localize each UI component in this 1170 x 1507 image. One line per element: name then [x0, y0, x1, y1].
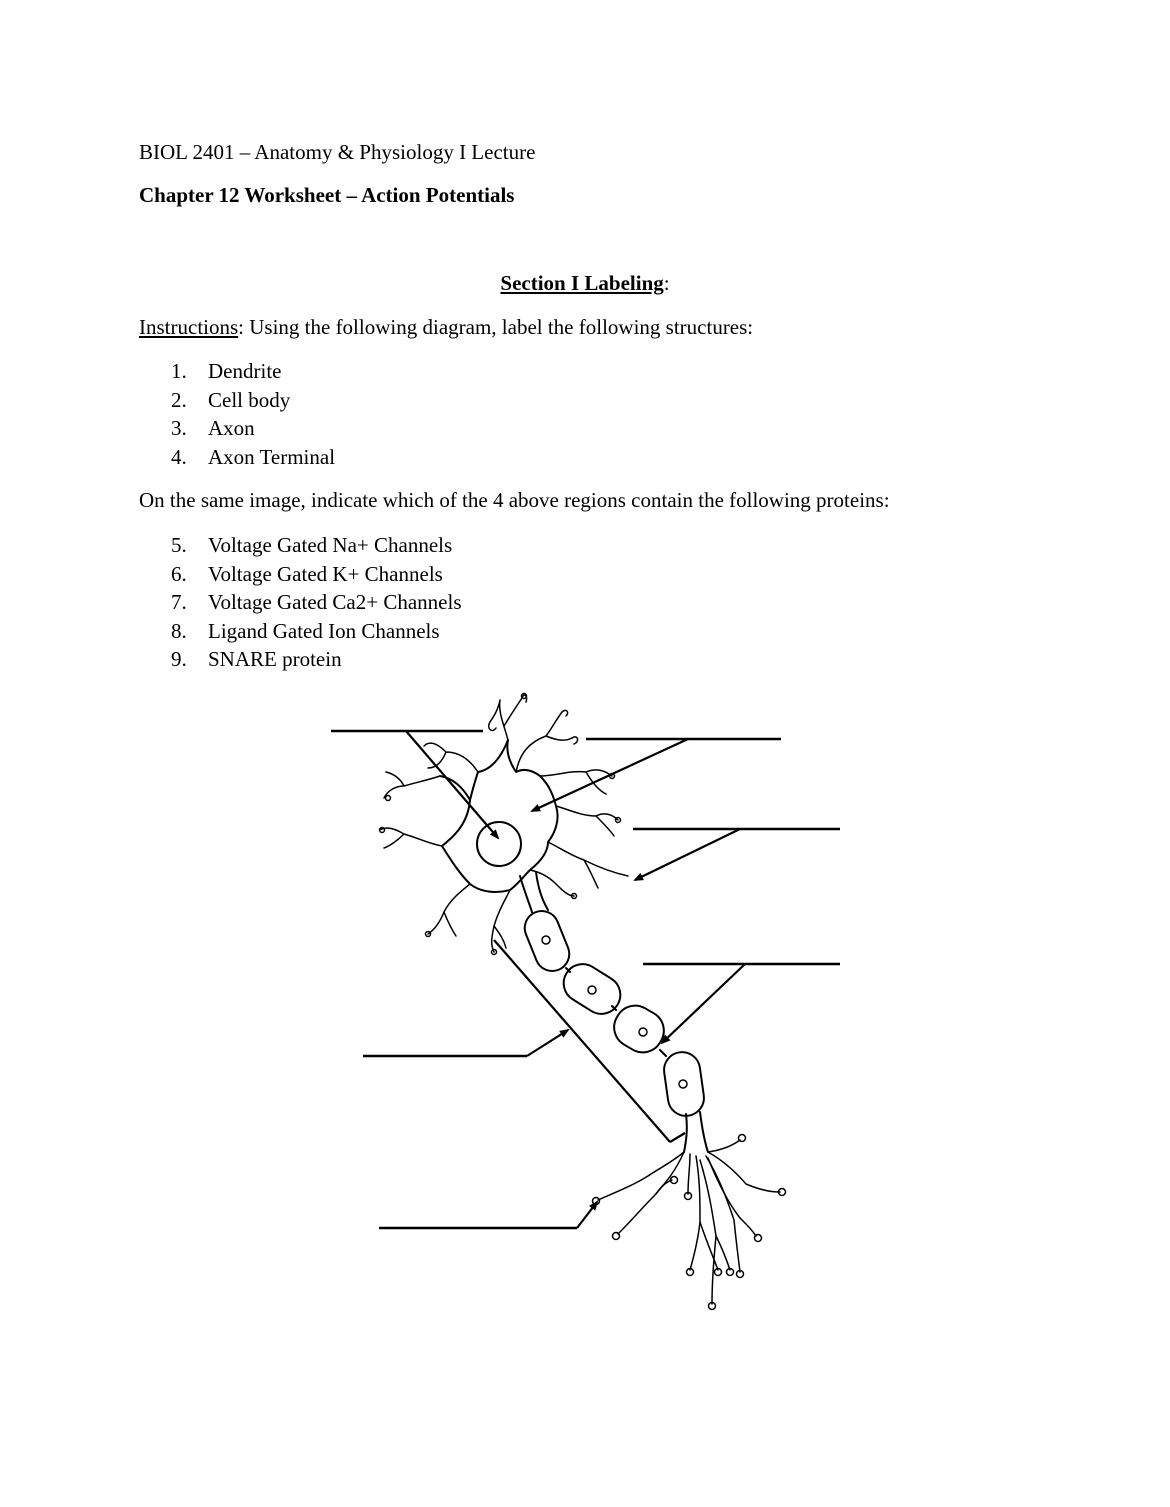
- list-number: 2.: [171, 387, 187, 412]
- list-number: 5.: [171, 533, 187, 557]
- proteins-intro: On the same image, indicate which of the 4 above regions contain the following proteins:: [139, 488, 890, 512]
- dendrites: [380, 694, 629, 955]
- axon-hillock: [520, 872, 548, 912]
- axon-bracket: [494, 940, 685, 1142]
- label-blank-4[interactable]: [643, 964, 840, 1043]
- list-label: Voltage Gated Na+ Channels: [208, 533, 453, 557]
- instructions-text: : Using the following diagram, label the following structures:: [238, 315, 754, 339]
- section-title-text: Section I Labeling: [500, 271, 664, 295]
- list-label: SNARE protein: [208, 647, 342, 672]
- cell-body-outline: [440, 740, 558, 892]
- course-heading: BIOL 2401 – Anatomy & Physiology I Lecture: [139, 140, 536, 164]
- list-label: Ligand Gated Ion Channels: [208, 618, 440, 643]
- label-blank-2[interactable]: [532, 739, 781, 811]
- myelin-sheath: [520, 906, 707, 1118]
- list-label: Axon Terminal: [208, 444, 336, 469]
- section-title-colon: :: [663, 271, 670, 295]
- label-blank-3[interactable]: [633, 829, 840, 880]
- label-blank-5[interactable]: [363, 1030, 568, 1056]
- list-number: 8.: [171, 618, 187, 643]
- nucleus: [477, 822, 521, 866]
- list-label: Voltage Gated K+ Channels: [208, 561, 443, 586]
- worksheet-title: Chapter 12 Worksheet – Action Potentials: [139, 183, 515, 207]
- list-label: Voltage Gated Ca2+ Channels: [208, 590, 462, 615]
- instructions-label: Instructions: [139, 315, 239, 339]
- label-blank-1[interactable]: [331, 731, 498, 838]
- neuron-drawing: [380, 694, 786, 1310]
- list-number: 1.: [171, 359, 187, 383]
- list-label: Dendrite: [208, 359, 282, 383]
- list-number: 7.: [171, 590, 187, 615]
- list-label: Axon: [208, 416, 255, 441]
- list-number: 3.: [171, 416, 187, 441]
- label-blank-6[interactable]: [379, 1202, 597, 1228]
- list-number: 9.: [171, 647, 187, 672]
- axon-segment: [684, 1112, 708, 1152]
- list-number: 6.: [171, 561, 187, 586]
- axon-terminals: [593, 1135, 786, 1310]
- list-number: 4.: [171, 444, 187, 469]
- list-label: Cell body: [208, 387, 291, 412]
